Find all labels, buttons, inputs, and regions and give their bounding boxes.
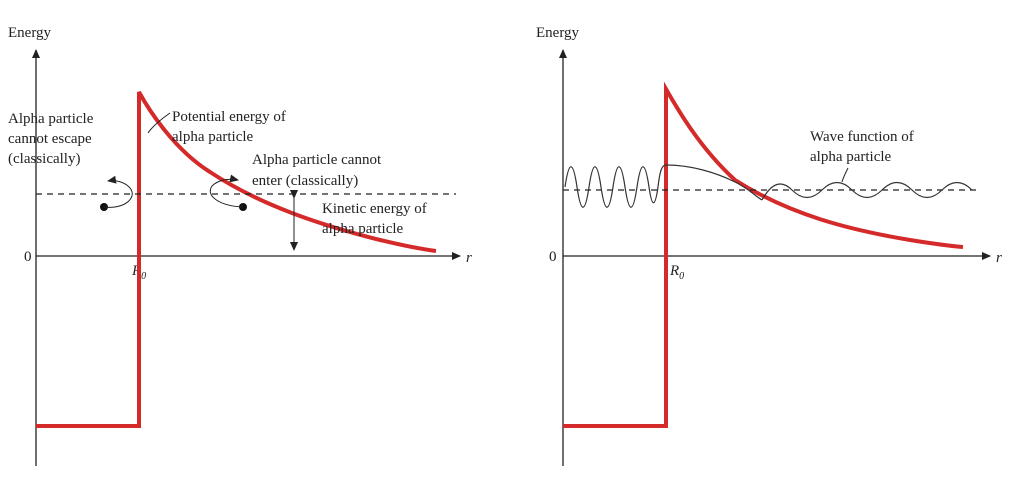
right-r-label: r <box>996 250 1002 266</box>
right-wave-inside <box>565 165 666 207</box>
right-diagram <box>536 25 1002 466</box>
right-energy-label: Energy <box>536 25 580 41</box>
left-escape-label: Alpha particle cannot escape (classically) <box>8 111 94 167</box>
right-wave-tunnel <box>666 165 762 200</box>
left-enter-label: Alpha particle cannot enter (classically) <box>252 152 382 189</box>
left-kinetic-label: Kinetic energy of alpha particle <box>322 201 427 237</box>
left-zero-label: 0 <box>24 249 32 265</box>
right-zero-label: 0 <box>549 249 557 265</box>
right-wave-leader <box>842 168 848 182</box>
left-energy-label: Energy <box>8 25 52 41</box>
left-r-label: r <box>466 250 472 266</box>
right-wave-outside <box>762 183 972 201</box>
left-r0-label: $R_0$ <box>132 263 147 282</box>
left-potential-label: Potential energy of alpha particle <box>172 109 286 145</box>
right-wave-label: Wave function of alpha particle <box>810 129 914 165</box>
left-diagram <box>8 25 472 466</box>
right-r0-label: $R_0$ <box>670 263 685 282</box>
